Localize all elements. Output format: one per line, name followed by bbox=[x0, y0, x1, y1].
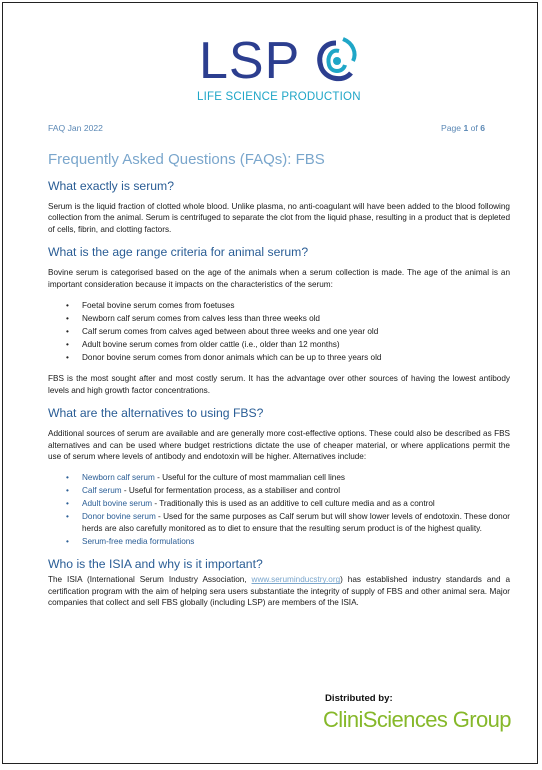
section-heading-alternatives: What are the alternatives to using FBS? bbox=[48, 406, 264, 421]
distributed-by-label: Distributed by: bbox=[325, 693, 393, 704]
header-meta bbox=[48, 123, 485, 133]
section-outro-age-range: FBS is the most sought after and most costly serum. It has the advantage over other sources of having the lowest antibody levels and high growth factor concentrations. bbox=[48, 374, 510, 395]
logo-subtitle: LIFE SCIENCE PRODUCTION bbox=[197, 91, 361, 103]
doc-date: FAQ Jan 2022 bbox=[48, 123, 103, 133]
list-item bbox=[68, 536, 510, 547]
alt-term: Donor bovine serum bbox=[82, 512, 156, 522]
page-title: Frequently Asked Questions (FAQs): FBS bbox=[48, 151, 325, 168]
alt-term: Newborn calf serum bbox=[82, 473, 155, 483]
alt-term: Serum-free media formulations bbox=[82, 536, 195, 546]
age-range-list bbox=[48, 300, 510, 363]
logo-text: LSP bbox=[199, 32, 301, 90]
document-page bbox=[2, 2, 538, 764]
clinisciences-logo: CliniSciences Group bbox=[323, 707, 511, 732]
section-intro-age-range: Bovine serum is categorised based on the age of the animals when a serum collection is made. The age of the animal is an important consideration because it impacts on the characteristics of the serum: bbox=[48, 268, 510, 289]
section-heading-isia: Who is the ISIA and why is it important? bbox=[48, 557, 263, 572]
section-intro-alternatives: Additional sources of serum are available and are generally more cost-effective options. These could also be described as FBS alternatives and can be used where budget restrictions dictate the use of cheaper material, or where applications permit the use of serum where levels of antibody and endotoxin will be higher. Alternatives include: bbox=[48, 429, 510, 462]
alt-term: Adult bovine serum bbox=[82, 499, 153, 509]
list-item: • Adult bovine serum - Traditionally this is used as an additive to cell culture media and as a control bbox=[68, 498, 510, 509]
document-body bbox=[48, 179, 510, 619]
list-item: • Donor bovine serum - Used for the same purposes as Calf serum but will show lower levels of endotoxin. These donor herds are also carefully monitored as to diet to ensure that the resulting serum product is of the highest quality. bbox=[68, 511, 510, 534]
list-item: • Calf serum - Useful for fermentation process, as a stabiliser and control bbox=[68, 485, 510, 496]
list-item: • Newborn calf serum comes from calves less than three weeks old bbox=[68, 313, 510, 324]
list-item: • Donor bovine serum comes from donor animals which can be up to three years old bbox=[68, 352, 510, 363]
list-item: • Foetal bovine serum comes from foetuses bbox=[68, 300, 510, 311]
alt-term: Calf serum bbox=[82, 486, 122, 496]
section-heading-age-range: What is the age range criteria for animal serum? bbox=[48, 245, 309, 260]
section-body-serum: Serum is the liquid fraction of clotted whole blood. Unlike plasma, no anti-coagulant will have been added to the blood following collection from the animal. Serum is centrifuged to separate the clot from the liquid phase, resulting in a product that is depleted of cells, fibrin, and clotting factors. bbox=[48, 202, 510, 234]
page-counter: Page 1 of 6 bbox=[441, 123, 485, 133]
list-item: • Newborn calf serum - Useful for the culture of most mammalian cell lines bbox=[68, 472, 510, 483]
list-item: • Adult bovine serum comes from older cattle (i.e., older than 12 months) bbox=[68, 339, 510, 350]
section-heading-serum: What exactly is serum? bbox=[48, 179, 174, 193]
alternatives-list bbox=[48, 472, 510, 547]
lsp-logo bbox=[193, 31, 363, 111]
section-body-isia: The ISIA (International Serum Industry Association, www.seruminducstry.org) has established industry standards and a certification program with the aim of helping sera users substantiate the integrity of supply of FBS and other animal sera. Major companies that collect and sell FBS globally (including LSP) are members of the ISIA. bbox=[48, 575, 510, 608]
logo-swirl-icon bbox=[313, 35, 359, 87]
list-item: • Calf serum comes from calves aged between about three weeks and one year old bbox=[68, 326, 510, 337]
isia-link[interactable]: www.seruminducstry.org bbox=[251, 575, 341, 585]
